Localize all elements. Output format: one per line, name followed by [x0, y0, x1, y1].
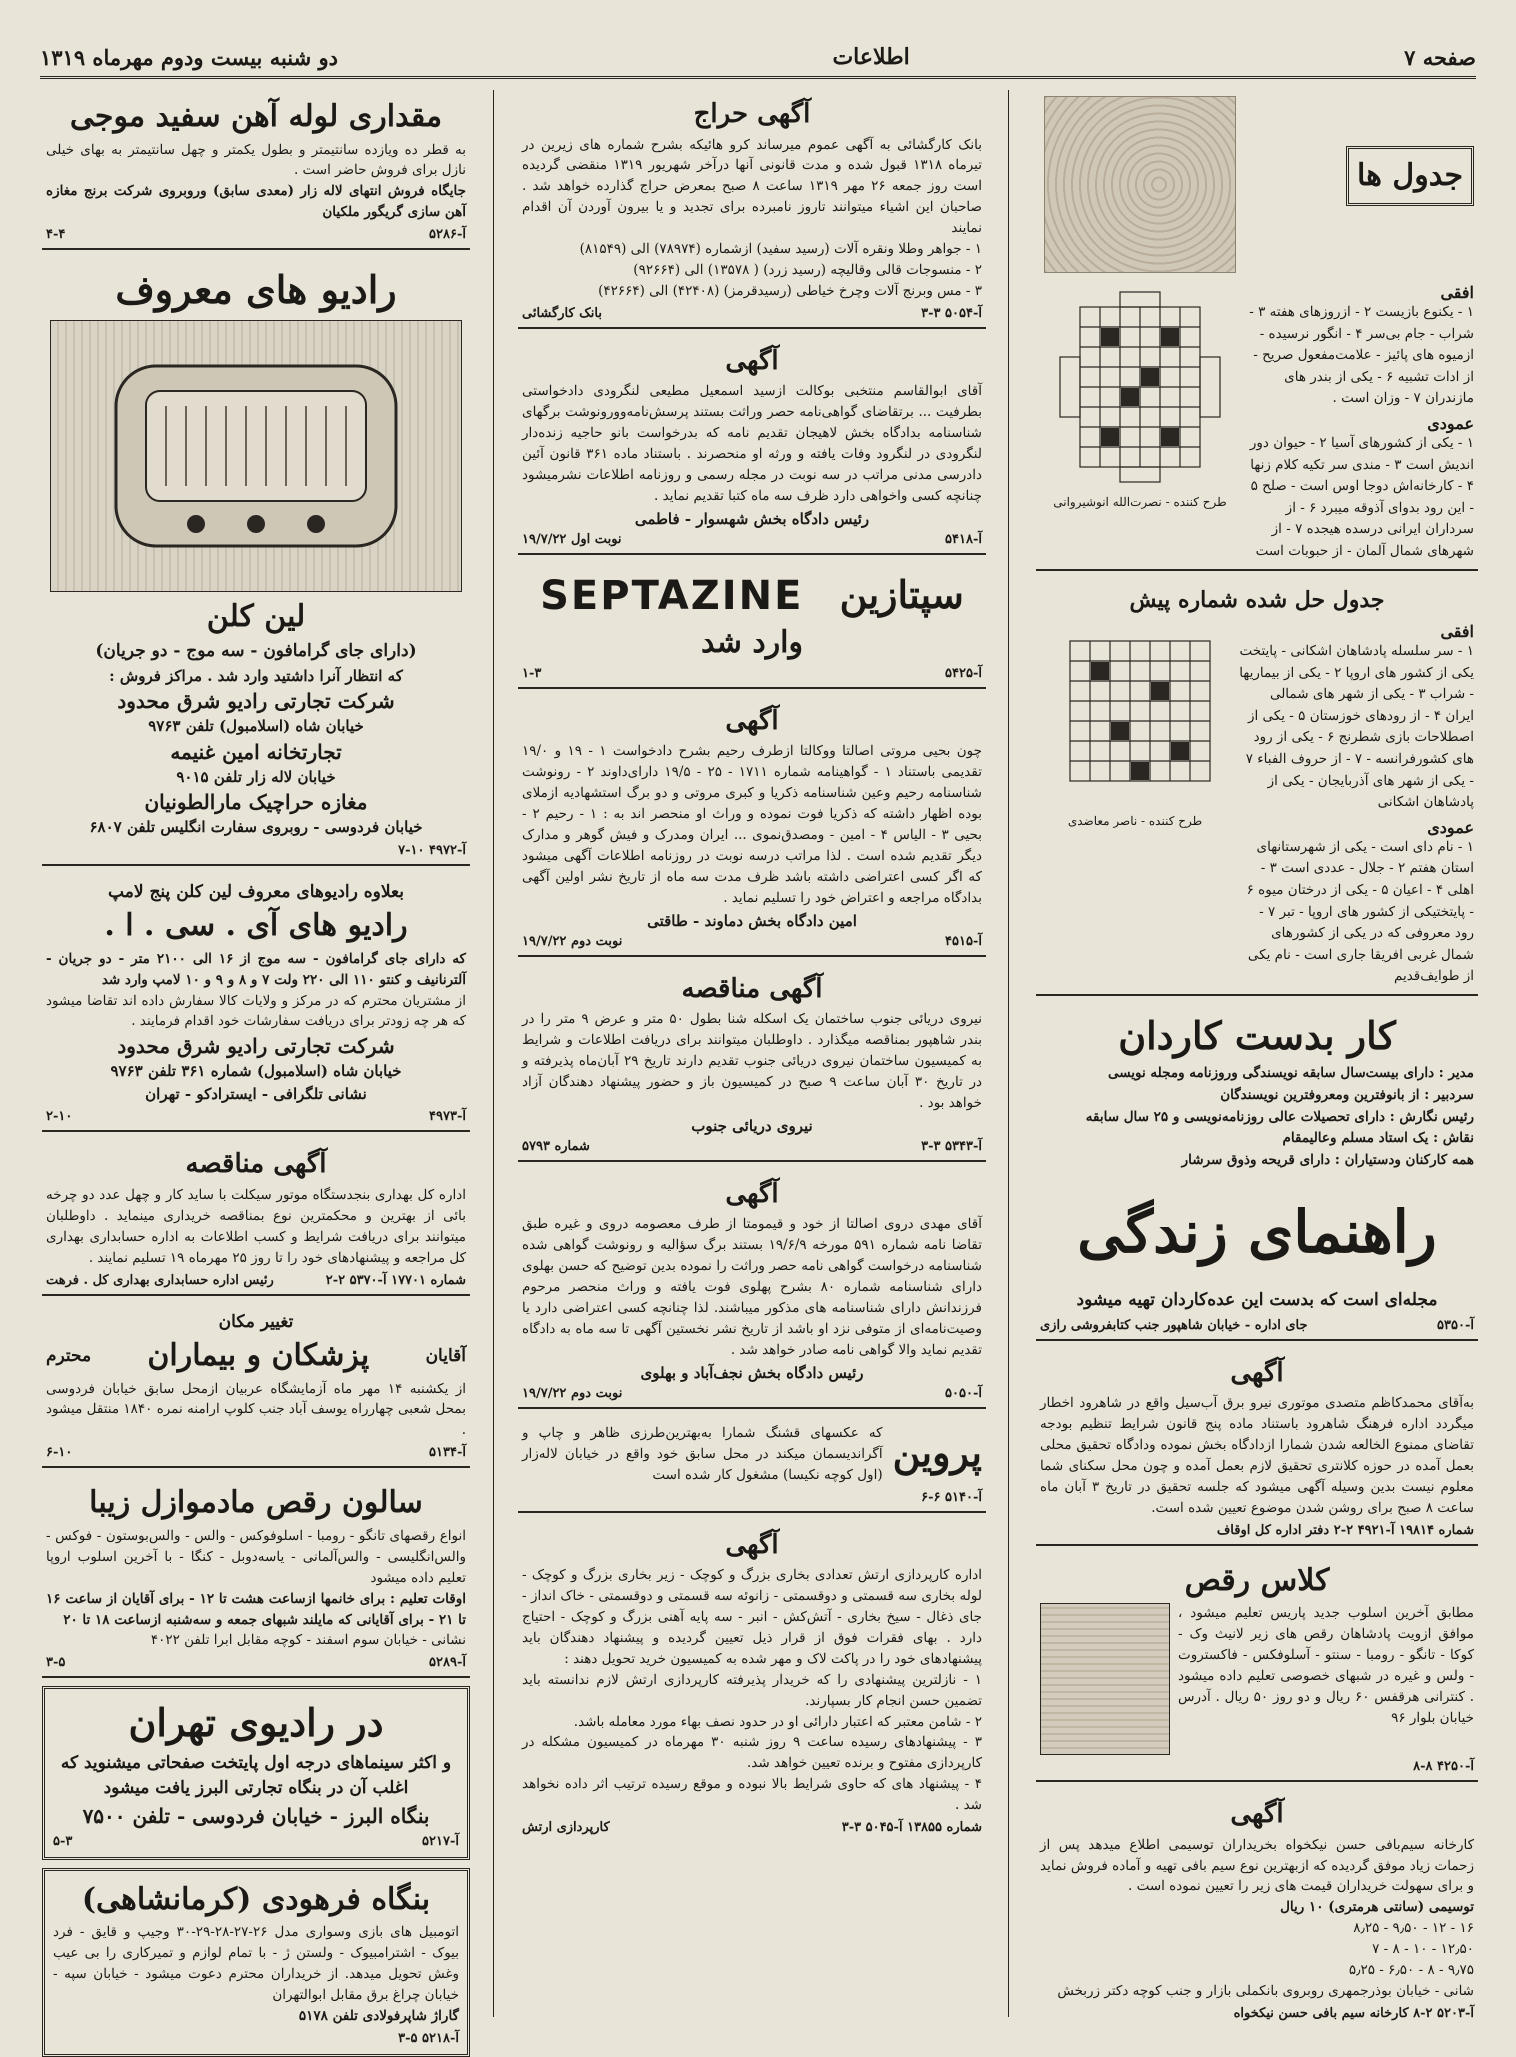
- solved-crossword-section: [1036, 579, 1478, 996]
- tehran-radio-body: و اکثر سینماهای درجه اول پایتخت صفحاتی میشنوید که اغلب آن در بنگاه تجارتی البرز یافت میشود: [60, 1752, 452, 1799]
- pipes-code: آ-۵۲۸۶: [429, 227, 466, 243]
- dancer-illustration: [1040, 1603, 1170, 1755]
- seller-name: مغازه حراچیک مارالطونیان: [144, 790, 368, 815]
- radio-brand: لین کلن: [206, 598, 306, 634]
- notice-title: آگهی: [1230, 1357, 1284, 1388]
- tender-body: نیروی دریائی جنوب ساختمان یک اسکله شنا بطول ۵۰ متر و عرض ۹ متر را در بندر شاهپور بمناقصه میگذارد . داوطلبان میتوانند برای دریافت اطلاعات و شرایط به کمیسیون ساختمان نیروی دریائی جنوب تقدیم دارند تاریخ ۲۹ آبان‌ماه پذیرفته و در تاریخ ۳۰ آبان ساعت ۹ صبح در کمیسیون باز و حضور پیشنهاد دهندگان آزاد خواهد بود .: [522, 1011, 983, 1111]
- notice-title: آگهی: [1230, 1799, 1284, 1830]
- tender-signer: رئیس اداره حسابداری بهداری کل . فرهت: [46, 1272, 274, 1288]
- radio-icon: [106, 356, 406, 556]
- waqf-notice: [1036, 1349, 1478, 1546]
- dance-hall-round: ۳-۵: [46, 1655, 66, 1671]
- crossword-designer: طرح کننده - نصرت‌الله انوشیروانی: [1053, 495, 1227, 509]
- kermanshahi-body: اتومبیل های بازی وسواری مدل ۲۶-۲۷-۲۸-۲۹-۳۰ وجیپ و قایق - فرد بیوک - اشترامبیوک - ولستن ژ - با تمام لوازم و تمیرکاری را بی عیب وغش تحویل میدهد. از خریداران محترم دعوت میشود - خیابان سپه - خیابان چراغ برق مقابل ابوالتهران: [53, 1924, 459, 2004]
- auction-item: ۳ - مس وبرنج آلات وچرخ خیاطی (رسیدقرمز) (۴۲۴۰۸) الی (۴۲۶۶۴): [598, 282, 982, 299]
- army-item: ۳ - پیشنهادهای رسیده ساعت ۹ روز شنبه ۳۰ مهرماه در کمیسیون مشکله در کارپردازی مفتوح و برنده تعیین خواهد شد.: [522, 1734, 982, 1772]
- price-row: ۱۶ - ۱۲ - ۹٫۵۰ - ۸٫۲۵: [1353, 1920, 1474, 1937]
- radio-illustration: [50, 320, 462, 592]
- tehran-radio-ad: [42, 1686, 470, 1860]
- parvin-footer: آ-۵۱۴۰ ۶-۶: [921, 1489, 982, 1505]
- seller-address: خیابان لاله زار تلفن ۹۰۱۵: [176, 767, 336, 786]
- ad-footer: [1040, 1318, 1474, 1333]
- rca-radio-ad: [42, 874, 470, 1133]
- army-item: ۲ - شامن معتبر که اعتبار دارائی او در حدود نصف بهاء مورد معامله باشد.: [573, 1713, 982, 1730]
- middle-column: [518, 90, 986, 2017]
- septazine-ad: [518, 563, 986, 689]
- pipes-title: مقداری لوله آهن سفید موجی: [69, 99, 443, 134]
- tender-code: شماره ۱۷۷۰۱ آ-۵۳۷۰ ۲-۲: [325, 1272, 466, 1288]
- radio-specs: (دارای جای گرامافون - سه موج - دو جریان): [95, 641, 417, 662]
- notice-code: آ-۴۵۱۵: [945, 933, 982, 949]
- court-notice-3: [518, 1170, 986, 1409]
- notice-footer: [522, 532, 982, 547]
- radio-arrived: که انتظار آنرا داشتید وارد شد . مراکز فروش :: [109, 666, 403, 685]
- notice-footer: [522, 934, 982, 949]
- notice-title: آگهی: [725, 345, 779, 376]
- auction-code: آ-۵۰۵۴ ۳-۳: [921, 305, 982, 321]
- tender-code: آ-۵۳۴۳ ۳-۳: [921, 1138, 982, 1154]
- septazine-round: ۱-۳: [522, 665, 542, 681]
- dance-class-title: کلاس رقص: [1184, 1562, 1330, 1598]
- dance-hall-hours: اوقات تعلیم : برای خانمها ازساعت هشت تا ۱۲ - برای آقایان از ساعت ۱۶ تا ۲۱ - برای آقایانی که مایلند شبهای جمعه و سه‌شنبه ازساعت ۱۸ تا ۲۰: [46, 1590, 466, 1628]
- seller-address: خیابان شاه (اسلامبول) تلفن ۹۷۶۳: [148, 717, 364, 736]
- notice-code: شماره ۱۳۸۵۵ آ-۵۰۴۵ ۳-۳: [841, 1820, 982, 1836]
- pipes-round: ۴-۴: [46, 227, 66, 243]
- dance-class-ad: [1036, 1554, 1478, 1783]
- radios-ad: [42, 258, 470, 866]
- notice-footer: [522, 1386, 982, 1401]
- septazine-persian: سپتازین: [839, 571, 964, 617]
- rca-note: از مشتریان محترم که در مرکز و ولایات کالا سفارش داده اند تقاضا میشود که هر چه زودتر برای دریافت سفارشات خود اقدام فرمایند .: [46, 992, 466, 1030]
- septazine-code: آ-۵۴۲۵: [945, 665, 982, 681]
- dance-hall-code: آ-۵۲۸۹: [429, 1655, 466, 1671]
- rca-lead: بعلاوه رادیوهای معروف لین کلن پنج لامپ: [108, 881, 404, 902]
- tehran-radio-code: آ-۵۲۱۷: [422, 1833, 459, 1849]
- notice-signature: امین دادگاه بخش دماوند - طاقتی: [647, 911, 857, 930]
- court-notice-1: [518, 337, 986, 555]
- magazine-name: راهنمای زندگی: [1077, 1198, 1437, 1267]
- rca-title: رادیو های آی . سی . ا .: [104, 908, 408, 944]
- price-row: ۹٫۷۵ - ۸ - ۶٫۵۰ - ۵٫۲۵: [1348, 1962, 1474, 1979]
- crossword-grid: [1040, 287, 1240, 487]
- relocation-code: آ-۵۱۳۴: [429, 1445, 466, 1461]
- relocation-audience: پزشکان و بیماران: [147, 1338, 370, 1374]
- parvin-title: پروین: [892, 1430, 982, 1476]
- auction-item: ۱ - جواهر وطلا ونقره آلات (رسید سفید) ازشماره (۷۸۹۷۴) الی (۸۱۵۴۹): [579, 241, 982, 258]
- auction-signer: بانک کارگشائی: [522, 305, 602, 321]
- solved-vertical-heading: عمودی: [1427, 817, 1474, 837]
- rca-telegraph: نشانی تلگرافی - ایسترادکو - تهران: [145, 1084, 367, 1103]
- salute-b: محترم: [46, 1346, 92, 1367]
- tender-title: آگهی مناقصه: [185, 1149, 327, 1180]
- dance-hall-address: نشانی - خیابان سوم اسفند - کوچه مقابل ابرا تلفن ۴۰۲۲: [150, 1632, 466, 1649]
- army-item: ۱ - نازلترین پیشنهادی را که خریدار پذیرفته کارپردازی ارتش لازم ندانسته باید تضمین حسن انجام کار بسپارند.: [522, 1671, 982, 1709]
- tender-footer: [46, 1273, 466, 1288]
- auction-notice: [518, 90, 986, 329]
- solved-horizontal-heading: افقی: [1440, 622, 1474, 642]
- kardan-line: نقاش : یک استاد مسلم وعالیمقام: [1282, 1130, 1474, 1147]
- notice-footer: [522, 1820, 982, 1835]
- solved-title: جدول حل شده شماره پیش: [1129, 586, 1385, 613]
- notice-round: نوبت دوم ۱۹/۷/۲۲: [522, 1385, 623, 1401]
- dance-class-footer: آ-۴۲۵۰ ۸-۸: [1413, 1759, 1474, 1775]
- auction-body: بانک کارگشائی به آگهی عموم میرساند کرو هائیکه بشرح شماره های زیرین در تیرماه ۱۳۱۸ قبول شده و مدت قانونی آنها درآخر شهریور ۱۳۱۹ منقضی گردیده است روز جمعه ۲۶ مهر ۱۳۱۹ ساعت ۸ صبح بمعرض حراج گذارده خواهد شد . صاحبان این اشیاء میتوانند تاروز نامبرده برای تجدید و یا بیرون آوردن آن اقدام نمایند: [522, 136, 982, 237]
- notice-title: آگهی: [725, 705, 779, 736]
- tender-title: آگهی مناقصه: [681, 973, 823, 1004]
- notice-body: آقای ابوالقاسم منتخبی بوکالت ازسید اسمعیل مطیعی لنگرودی دادخواستی بطرفیت ... برتقاضای گواهی‌نامه حصر وراثت بستند پرسش‌نامه‌وورونوشت برگهای شناسنامه بدادگاه بخش لاهیجان تقدیم نامه که بدرخواست بانو حاجیه زنده‌دار لنگرودی در لنگرود وفات یافته و ورثه او منحصرند . باستناد ماده ۳۶۱ قانون آئین دادرسی مدنی مراتب در سه نوبت در مجله رسمی و روزنامه اطلاعات نشرمیشود چنانچه کسی واخواهی دارد ظرف سه ماه کتبا تقدیم نماید .: [522, 383, 982, 504]
- horizontal-clues: ۱ - یکنوع بازیست ۲ - ازروزهای هفته ۳ - شراب - جام بی‌سر ۴ - انگور نرسیده - ازمیوه های پائیز - علامت‌مفعول صریح - از ادات تشبیه ۶ - یکی از بندر های مازندران ۷ - وزان است .: [1249, 304, 1474, 407]
- tender-body: اداره کل بهداری بنجدستگاه موتور سیکلت با ساید کار و چهل عدد دو چرخه بائی از بهترین و محکمترین نوع بمناقصه خریداری مینماید . داوطلبان میتوانند برای دریافت شرایط و کسب اطلاعات به اداره حسابداری بهداری کل مراجعه و پیشنهادهای خود را تا روز ۲۵ مهرماه ۱۹ تسلیم نمایند .: [46, 1186, 466, 1266]
- notice-signature: رئیس دادگاه بخش نجف‌آباد و بهلوی: [640, 1363, 864, 1382]
- masthead: [40, 38, 1476, 79]
- solved-vertical-text: ۱ - نام دای است - یکی از شهرستانهای استان هفتم ۲ - جلال - عددی است ۳ - اهلی ۴ - اعیان ۵ - یکی از درختان میوه ۶ - پایتختیکی از کشور های اروپا - تبر ۷ - رود معروفی که در یکی از کشورهای شمال غربی افریقا جاری است - نام یکی از طوایف‌قدیم: [1246, 838, 1474, 985]
- kardan-line: سردبیر : از بانوفترین ومعروفترین نویسندگان: [1220, 1087, 1474, 1104]
- court-notice-2: [518, 697, 986, 957]
- pipes-address: جایگاه فروش انتهای لاله زار (معدی سابق) وروبروی شرکت برنج مغازه آهن سازی گریگور ملکیان: [46, 183, 466, 221]
- kardan-line: مدیر : دارای بیست‌سال سابقه نویسندگی وروزنامه ومجله نویسی: [1107, 1065, 1474, 1082]
- page-number: صفحه ۷: [1404, 44, 1476, 70]
- army-item: ۴ - پیشنهاد های که حاوی شرایط بالا نبوده و موقع رسیده ترتیب اثر داده نخواهد شد .: [522, 1776, 982, 1814]
- tehran-radio-title: در رادیوی تهران: [128, 1700, 384, 1746]
- column-rule: [493, 90, 494, 2017]
- notice-body: آقای مهدی دروی اصالتا از خود و قیمومتا از طرف معصومه دروی و غیره طبق تقاضا نامه شماره ۵۹۱ مورخه ۱۹/۶/۹ بستند برگ سؤالیه و رونوشت گواهی شده شناسنامه درخواست گواهی نامه حصر وراثت را نموده بدین توضیح که حسن بهلوی دارای شناسنامه شماره ۸۰ بشرح پهلوی فوت یافته و وراث منحصر مرحوم فرزندانش دارای شناسنامه های مذکور میباشند. لذا چنانچه کسی اعتراضی دارد یا وصیت‌نامه‌ای از متوفی نزد او باشد از تاریخ نشر نخستین آگهی تا سه ماه به دادگاه تقدیم نماید والا گواهی نامه صادر خواهد شد .: [522, 1216, 983, 1358]
- notice-footer: شماره ۱۹۸۱۴ آ-۴۹۲۱ ۲-۲ دفتر اداره کل اوقاف: [1216, 1522, 1474, 1538]
- notice-body: چون بحیی مروتی اصالتا ووکالتا ازطرف رحیم بشرح دادخواست ۱ - ۱۹ و ۱۹/۰ تقدیمی باستناد ۱ - گواهینامه شماره ۱۷۱۱ - ۲۵ - ۱۹/۵ دارای‌داوند ۲ - رونوشت شناسنامه رحیم وعین شناسنامه ذکریا و کبری مروتی و دو برگ استشهادیه ازملای بوده اظهار داشته که ذکریا فوت نموده و وراث او منحصر اند به : ۱ - رحیم ۲ - بحیی ۳ - الیاس ۴ - امین - ومصدق‌نموی ... ایران ومدرک و فیش گوهر و مدارک دیگر تقدیم شده است . لذا مراتب درسه نوبت در روزنامه اطلاعات آگهی میشود که اگر کسی اعتراضی داشته باشد ظرف مدت سه ماه از تاریخ نشر اولین آگهی بدادگاه مراجعه و اعتراض خود را تسلیم نماید .: [522, 743, 983, 906]
- tehran-radio-round: ۵-۳: [53, 1833, 73, 1849]
- vertical-clues: ۱ - یکی از کشورهای آسیا ۲ - حیوان دور اندیش است ۳ - مندی سر تکیه کلام زنها ۴ - کارخانه‌اش دوجا اوس است - صلح ۵ - این رود بدوای آذوقه میبرد ۶ - از سرداران ایرانی درسده هیجده ۷ - از شهرهای شمال آلمان - از حبوبات است: [1249, 434, 1474, 559]
- notice-round: نوبت اول ۱۹/۷/۲۲: [522, 531, 622, 547]
- left-column: [42, 90, 470, 2046]
- magazine-subtitle: مجله‌ای است که بدست این عده‌کاردان تهیه میشود: [1076, 1290, 1438, 1311]
- army-notice: [518, 1521, 986, 1842]
- relocation-heading: [46, 1335, 466, 1379]
- notice-code: آ-۵۴۱۸: [945, 531, 982, 547]
- dance-hall-title: سالون رقص مادموازل زیبا: [89, 1485, 423, 1521]
- right-column: [1036, 90, 1478, 2021]
- kardan-line: همه کارکنان ودستیاران : دارای قریحه وذوق سرشار: [1181, 1151, 1474, 1168]
- relocation-body: از یکشنبه ۱۴ مهر ماه آزمایشگاه عربیان ازمحل سابق خیابان فردوسی بمحل شعبی چهارراه یوسف آباد جنب کلوپ ارامنه نمره ۱۸۴۰ منتقل میشود .: [46, 1380, 466, 1439]
- dance-hall-body: انواع رقصهای تانگو - رومبا - اسلوفوکس - والس - والس‌بوستون - فوکس - والس‌انگلیسی - والس‌آلمانی - یاسه‌دوبل - کنگا - با آخرین اسلوب اروپا تعلیم داده میشود: [46, 1527, 466, 1586]
- wire-factory-notice: [1036, 1790, 1478, 2027]
- relocation-footer: [46, 1445, 466, 1460]
- solved-designer: طرح کننده - ناصر معاضدی: [1067, 814, 1203, 829]
- issue-date: دو شنبه بیست ودوم مهرماه ۱۳۱۹: [40, 44, 339, 70]
- notice-title: آگهی: [725, 1529, 779, 1560]
- ad-code: آ-۵۳۵۰: [1437, 1317, 1474, 1333]
- radios-title: رادیو های معروف: [115, 267, 397, 313]
- kermanshahi-address: گاراژ شاپرفولادی تلفن ۵۱۷۸: [298, 2008, 459, 2025]
- notice-round: نوبت دوم ۱۹/۷/۲۲: [522, 933, 623, 949]
- notice-footer: آ-۵۲۰۳ ۲-۸ کارخانه سیم بافی حسن نیکخواه: [1233, 2006, 1474, 2021]
- dance-class-body: مطابق آخرین اسلوب جدید پاریس تعلیم میشود ، موافق ازویت پادشاهان رقص های زیر لانیث وک - کوکا - تانگو - رومبا - سنتو - آسلوفکس - فاکستروت - ولس و غیره در شبهای خصوصی تعلیم داده میشود . کنترانی هرقفس ۶۰ ریال و دو روز ۵۰ ریال . آدرس خیابان بلوار ۹۶: [1178, 1605, 1475, 1726]
- notice-signature: رئیس دادگاه بخش شهسوار - فاطمی: [634, 509, 870, 528]
- kardan-ad: [1036, 1004, 1478, 1341]
- rca-footer: [46, 1109, 466, 1124]
- parvin-ad: [518, 1417, 986, 1513]
- tehran-radio-address: بنگاه البرز - خیابان فردوسی - تلفن ۷۵۰۰: [82, 1803, 430, 1828]
- notice-body: به‌آقای محمدکاظم متصدی موتوری نیرو برق آب‌سیل واقع در شاهرود اخطار میگردد اداره فرهنگ شاهرود باستناد ماده پنج قانون شرایط تنظیم بودجه تقاضای ممنوع الخالعه شدن شمارا ازدادگاه بخش نموده ودادگاه تحقیق محلی بعمل آمده در حوزه کلانتری تحقیق لازم بعمل آمده و چون محل سکنای شما معلوم نیست بدین وسیله آگهی میشود که جلسه تحقیق در تاریخ ۳ آبان ماه ساعت ۸ صبح برای روشن شدن موضوع تعیین شده است.: [1040, 1395, 1474, 1516]
- salute-a: آقایان: [425, 1346, 466, 1367]
- solved-grid: [1040, 626, 1230, 806]
- notice-body: اداره کارپردازی ارتش تعدادی بخاری بزرگ و کوچک - زیر بخاری بزرگ و کوچک - لوله بخاری سه قسمتی و دوقسمتی - زانوئه سه قسمتی و دوقسمتی - خاک انداز - جای ذغال - سیخ بخاری - آتش‌کش - انبر - سه پایه آهنی بزرگ و کوچک - احتیاج دارد . بهای فقرات فوق از قرار ذیل تعیین گردیده و پیشنهاد دهندگان باید پیشنهادهای خود را در پاکت لاک و مهر شده به کمیسیون خرید تحویل دهند :: [522, 1567, 982, 1667]
- dance-hall-footer: [46, 1655, 466, 1670]
- column-rule: [1008, 90, 1009, 2017]
- price-table-head: توسیمی (سانتی هرمتری) ۱۰ ریال: [1280, 1899, 1474, 1916]
- crossword-section: [1036, 90, 1478, 571]
- radios-footer: آ-۴۹۷۲ ۱۰-۷: [398, 842, 466, 858]
- seller-address: خیابان فردوسی - روبروی سفارت انگلیس تلفن ۶۸۰۷: [89, 818, 423, 837]
- notice-signer: کارپردازی ارتش: [522, 1820, 610, 1836]
- septazine-latin: SEPTAZINE: [540, 572, 804, 619]
- septazine-footer: [522, 666, 982, 681]
- tender-number: شماره ۵۷۹۳: [522, 1138, 590, 1154]
- notice-body: کارخانه سیم‌بافی حسن نیکخواه بخریداران توسیمی اطلاع میدهد پس از زحمات زیاد موفق گردیده که ازبهترین نوع سیم بافی تهیه و آماده فروش نماید و برای سهولت خریداران قیمت های زیر را تعیین نموده است .: [1040, 1836, 1474, 1895]
- factory-address: شانی - خیابان بوذرجمهری روبروی بانکملی بازار و جنب کوچه دکتر زربخش: [1057, 1983, 1474, 2000]
- auction-footer: [522, 306, 982, 321]
- seller-name: شرکت تجارتی رادیو شرق محدود: [117, 689, 395, 714]
- kermanshahi-footer: آ-۵۲۱۸ ۵-۳: [398, 2030, 459, 2046]
- rca-code: آ-۴۹۷۳: [429, 1109, 466, 1125]
- dance-hall-ad: [42, 1476, 470, 1678]
- auction-title: آگهی حراج: [693, 99, 811, 129]
- health-tender: [42, 1140, 470, 1295]
- kardan-title: کار بدست کاردان: [1118, 1012, 1396, 1058]
- crossword-grid-icon: [1045, 287, 1235, 487]
- tehran-radio-footer: [53, 1834, 459, 1849]
- kermanshahi-title: بنگاه فرهودی (کرمانشاهی): [81, 1881, 431, 1917]
- rca-seller: شرکت تجارتی رادیو شرق محدود: [117, 1034, 395, 1059]
- solved-grid-icon: [1050, 626, 1220, 806]
- parvin-body: که عکسهای قشنگ شمارا به‌بهترین‌طرزی ظاهر و چاپ و آگراندیسمان میکند در محل سابق خود واقع در خیابان لاله‌زار (اول کوچه نکیسا) مشغول کار شده است: [522, 1424, 883, 1483]
- septazine-arrived: وارد شد: [701, 625, 803, 661]
- horizontal-heading: افقی: [1440, 283, 1474, 302]
- kardan-line: رئیس نگارش : دارای تحصیلات عالی روزنامه‌نویسی و ۲۵ سال سابقه: [1085, 1108, 1474, 1125]
- tender-footer: [522, 1139, 982, 1154]
- seller-name: تجارتخانه امین غنیمه: [170, 739, 342, 764]
- pipes-ad: [42, 90, 470, 250]
- paper-name: اطلاعات: [832, 44, 910, 70]
- relocation-ad: [42, 1304, 470, 1469]
- kermanshahi-ad: [42, 1868, 470, 2057]
- solved-horizontal-text: ۱ - سر سلسله پادشاهان اشکانی - پایتخت یکی از کشور های اروپا ۲ - یکی از بیماریها - شراب ۳ - یکی از شهر های شمالی ایران ۴ - از رودهای خوزستان ۵ - یکی از اصطلاحات بازی شطرنج ۶ - یکی از رود های کشورفرانسه - ۷ - از حروف الفباء ۷ - یکی از شهر های آذربایجان - یکی از پادشاهان اشکانی: [1239, 643, 1474, 811]
- rca-address: خیابان شاه (اسلامبول) شماره ۳۶۱ تلفن ۹۷۶۳: [110, 1062, 402, 1081]
- crossword-title: جدول ها: [1346, 146, 1474, 206]
- ad-address: جای اداره - خیابان شاهپور جنب کتابفروشی رازی: [1040, 1317, 1308, 1333]
- rca-specs: که دارای جای گرامافون - سه موج از ۱۶ الی ۲۱۰۰ متر - دو جریان - آلترنانیف و کنتو ۱۱۰ الی ۲۲۰ ولت ۷ و ۸ و ۹ و ۱۰ لامپ وارد شد: [46, 950, 466, 988]
- notice-code: آ-۵۰۵۰: [945, 1385, 982, 1401]
- relocation-title: تغییر مکان: [218, 1311, 294, 1332]
- notice-title: آگهی: [725, 1178, 779, 1209]
- rca-round: ۲-۱۰: [46, 1109, 73, 1125]
- vertical-heading: عمودی: [1427, 413, 1474, 433]
- pipes-body: به قطر ده ویازده سانتیمتر و بطول یکمتر و چهل سانتیمتر به بهای خیلی نازل برای فروش حاضر است .: [46, 141, 466, 179]
- auction-item: ۲ - منسوجات قالی وقالیچه (رسید زرد) ( ۱۳۵۷۸) الی (۹۲۶۶۴): [633, 262, 982, 279]
- tender-signature: نیروی دریائی جنوب: [691, 1116, 813, 1135]
- navy-tender: [518, 965, 986, 1162]
- price-row: ۱۲٫۵۰ - ۱۰ - ۸ - ۷: [1372, 1941, 1474, 1958]
- ornament-illustration: [1044, 96, 1236, 273]
- pipes-footer: [46, 227, 466, 242]
- relocation-round: ۶-۱۰: [46, 1445, 73, 1461]
